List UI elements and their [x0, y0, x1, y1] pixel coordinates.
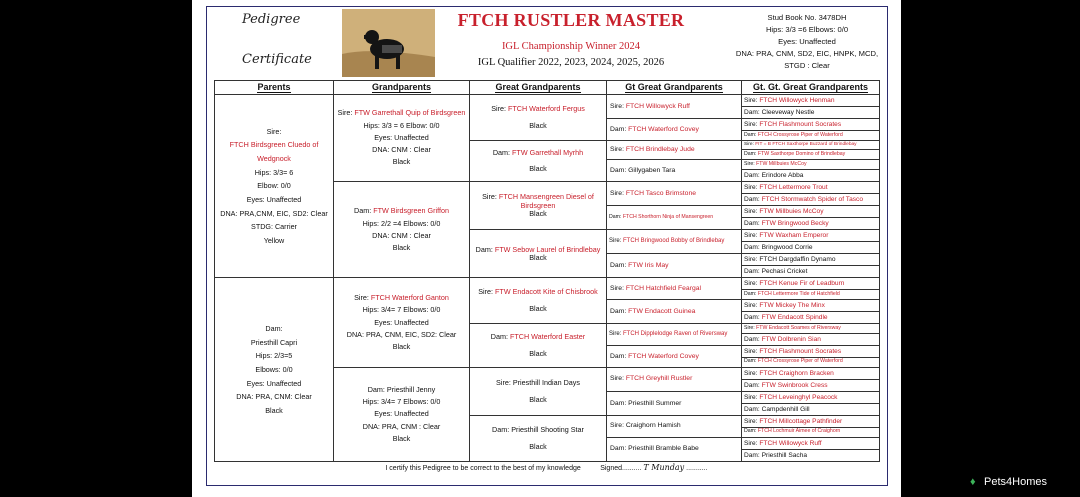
header-gt-great-grandparents: Gt Great Grandparents	[607, 81, 742, 95]
great-grandparent-3: Sire: FTCH Mansengreen Diesel of Birdsgreen Black	[470, 182, 607, 230]
gt-great-grandparent-3: Sire: FTCH Brindlebay Jude	[607, 141, 742, 160]
gt-great-grandparent-13: Sire: FTCH Greyhill Rustler	[607, 367, 742, 391]
gt-great-grandparent-9: Sire: FTCH Hatchfield Feargal	[607, 278, 742, 300]
gt-gt-great-grandparent-30: Dam: FTCH Lochmuir Aimee of Craighorn	[742, 428, 880, 438]
grandparent-3: Sire: FTCH Waterford Ganton Hips: 3/4= 7 Elbows: 0/0 Eyes: Unaffected DNA: PRA, CNM, EIC, SD2: Clear Black	[334, 278, 470, 367]
hips-elbows: Hips: 3/3 =6 Elbows: 0/0	[765, 25, 849, 34]
header-grandparents: Grandparents	[334, 81, 470, 95]
gt-gt-great-grandparent-7: Sire: FTW Millbuies McCoy	[742, 160, 880, 170]
gt-great-grandparent-15: Sire: Craighorn Hamish	[607, 415, 742, 437]
gt-great-grandparent-5: Sire: FTCH Tasco Brimstone	[607, 182, 742, 206]
grandparent-4: Dam: Priesthill Jenny Hips: 3/4= 7 Elbows: 0/0 Eyes: Unaffected DNA: PRA, CNM : Clear Black	[334, 367, 470, 461]
gt-great-grandparent-1: Sire: FTCH Willowyck Ruff	[607, 95, 742, 119]
gt-great-grandparent-6: Dam: FTCH Shorthorn Ninja of Mansengreen	[607, 206, 742, 230]
gt-gt-great-grandparent-32: Dam: Priesthill Sacha	[742, 449, 880, 461]
watermark: Pets4Homes	[984, 476, 1047, 488]
header-gt-gt-great-grandparents: Gt. Gt. Great Grandparents	[742, 81, 880, 95]
gt-great-grandparent-4: Dam: Gillygaben Tara	[607, 160, 742, 182]
paw-icon: ♦	[970, 476, 976, 488]
gt-gt-great-grandparent-4: Dam: FTCH Crossyrose Piper of Waterford	[742, 131, 880, 141]
gt-great-grandparent-11: Sire: FTCH Dipplelodge Raven of Riversway	[607, 324, 742, 346]
gt-gt-great-grandparent-15: Sire: FTCH Dargdaffin Dynamo	[742, 254, 880, 266]
gt-gt-great-grandparent-10: Dam: FTCH Stormwatch Spider of Tasco	[742, 194, 880, 206]
dog-title: FTCH RUSTLER MASTER	[457, 10, 685, 30]
gt-gt-great-grandparent-11: Sire: FTW Millbuies McCoy	[742, 206, 880, 218]
gt-gt-great-grandparent-28: Dam: Campdenhill Gill	[742, 403, 880, 415]
grandparent-1: Sire: FTW Garrethall Quip of Birdsgreen Hips: 3/3 = 6 Elbow: 0/0 Eyes: Unaffected DNA: CNM : Clear Black	[334, 95, 470, 182]
great-grandparent-1: Sire: FTCH Waterford Fergus Black	[470, 95, 607, 141]
script-pedigree: Pedigree	[242, 12, 301, 27]
gt-gt-great-grandparent-14: Dam: Bringwood Corrie	[742, 242, 880, 254]
gt-gt-great-grandparent-24: Dam: FTCH Crossyrose Piper of Waterford	[742, 358, 880, 368]
gt-great-grandparent-14: Dam: Priesthill Summer	[607, 391, 742, 415]
gt-gt-great-grandparent-1: Sire: FTCH Willowyck Henman	[742, 95, 880, 107]
championship-subtitle: IGL Championship Winner 2024	[501, 41, 641, 52]
script-certificate: Certificate	[242, 52, 312, 67]
great-grandparent-5: Sire: FTW Endacott Kite of Chisbrook Black	[470, 278, 607, 324]
great-grandparent-4: Dam: FTW Sebow Laurel of Brindlebay Black	[470, 230, 607, 278]
great-grandparent-8: Dam: Priesthill Shooting Star Black	[470, 415, 607, 461]
gt-gt-great-grandparent-17: Sire: FTCH Kenue Fir of Leadburn	[742, 278, 880, 290]
gt-great-grandparent-8: Dam: FTW Iris May	[607, 254, 742, 278]
gt-gt-great-grandparent-18: Dam: FTCH Lettermore Tide of Hatchfield	[742, 290, 880, 300]
gt-gt-great-grandparent-22: Dam: FTW Dolbrenin Sian	[742, 334, 880, 346]
gt-gt-great-grandparent-29: Sire: FTCH Millcottage Pathfinder	[742, 415, 880, 427]
gt-gt-great-grandparent-21: Sire: FTW Endacott Soames of Riversway	[742, 324, 880, 334]
gt-gt-great-grandparent-5: Sire: FIT = B FTCH Saxthorpe Buzzard of Brindlebay	[742, 141, 880, 150]
gt-gt-great-grandparent-12: Dam: FTW Bringwood Becky	[742, 218, 880, 230]
gt-great-grandparent-12: Dam: FTCH Waterford Covey	[607, 346, 742, 368]
parent-dam: Dam: Priesthill Capri Hips: 2/3=5 Elbows: 0/0 Eyes: Unaffected DNA: PRA, CNM: Clear Black	[215, 278, 334, 462]
gt-gt-great-grandparent-27: Sire: FTCH Leveinghyl Peacock	[742, 391, 880, 403]
gt-gt-great-grandparent-8: Dam: Erindore Abba	[742, 170, 880, 182]
gt-gt-great-grandparent-16: Dam: Pechasi Cricket	[742, 266, 880, 278]
eyes-status: Eyes: Unaffected	[778, 37, 836, 46]
gt-gt-great-grandparent-20: Dam: FTW Endacott Spindle	[742, 312, 880, 324]
gt-gt-great-grandparent-25: Sire: FTCH Craighorn Bracken	[742, 367, 880, 379]
pedigree-sheet	[192, 0, 901, 497]
header-parents: Parents	[215, 81, 334, 95]
gt-gt-great-grandparent-23: Sire: FTCH Flashmount Socrates	[742, 346, 880, 358]
great-grandparent-6: Dam: FTCH Waterford Easter Black	[470, 324, 607, 368]
grandparent-2: Dam: FTW Birdsgreen Griffon Hips: 2/2 =4 Elbows: 0/0 DNA: CNM : Clear Black	[334, 182, 470, 278]
dna-line-2: STGD : Clear	[784, 61, 830, 70]
gt-gt-great-grandparent-3: Sire: FTCH Flashmount Socrates	[742, 119, 880, 131]
gt-gt-great-grandparent-31: Sire: FTCH Willowyck Ruff	[742, 437, 880, 449]
header-great-grandparents: Great Grandparents	[470, 81, 607, 95]
great-grandparent-2: Dam: FTW Garrethall Myrhh Black	[470, 141, 607, 182]
gt-great-grandparent-16: Dam: Priesthill Bramble Babe	[607, 437, 742, 461]
dog-photo	[342, 9, 435, 77]
gt-gt-great-grandparent-19: Sire: FTW Mickey The Minx	[742, 300, 880, 312]
pedigree-table	[214, 80, 880, 462]
stud-book: Stud Book No. 3478DH	[767, 13, 847, 22]
gt-great-grandparent-2: Dam: FTCH Waterford Covey	[607, 119, 742, 141]
parent-sire: Sire: FTCH Birdsgreen Cluedo of Wedgnock Hips: 3/3= 6 Elbow: 0/0 Eyes: Unaffected DNA: PRA,CNM, EIC, SD2: Clear STDG: Carrier Yellow	[215, 95, 334, 278]
gt-gt-great-grandparent-13: Sire: FTW Waxham Emperor	[742, 230, 880, 242]
signature: T Munday	[643, 463, 685, 472]
gt-gt-great-grandparent-9: Sire: FTCH Lettermore Trout	[742, 182, 880, 194]
gt-gt-great-grandparent-6: Dam: FTW Saxthorpe Domino of Brindlebay	[742, 150, 880, 160]
great-grandparent-7: Sire: Priesthill Indian Days Black	[470, 367, 607, 415]
dna-line-1: DNA: PRA, CNM, SD2, EIC, HNPK, MCD,	[735, 49, 879, 58]
gt-gt-great-grandparent-2: Dam: Cleeveway Nestle	[742, 107, 880, 119]
certification-line: I certify this Pedigree to be correct to the best of my knowledge Signed.......... T Munday ...........	[385, 463, 708, 472]
gt-great-grandparent-10: Dam: FTW Endacott Guinea	[607, 300, 742, 324]
gt-gt-great-grandparent-26: Dam: FTW Swinbrook Cress	[742, 379, 880, 391]
gt-great-grandparent-7: Sire: FTCH Bringwood Bobby of Brindlebay	[607, 230, 742, 254]
qualifier-line: IGL Qualifier 2022, 2023, 2024, 2025, 2026	[477, 57, 665, 68]
